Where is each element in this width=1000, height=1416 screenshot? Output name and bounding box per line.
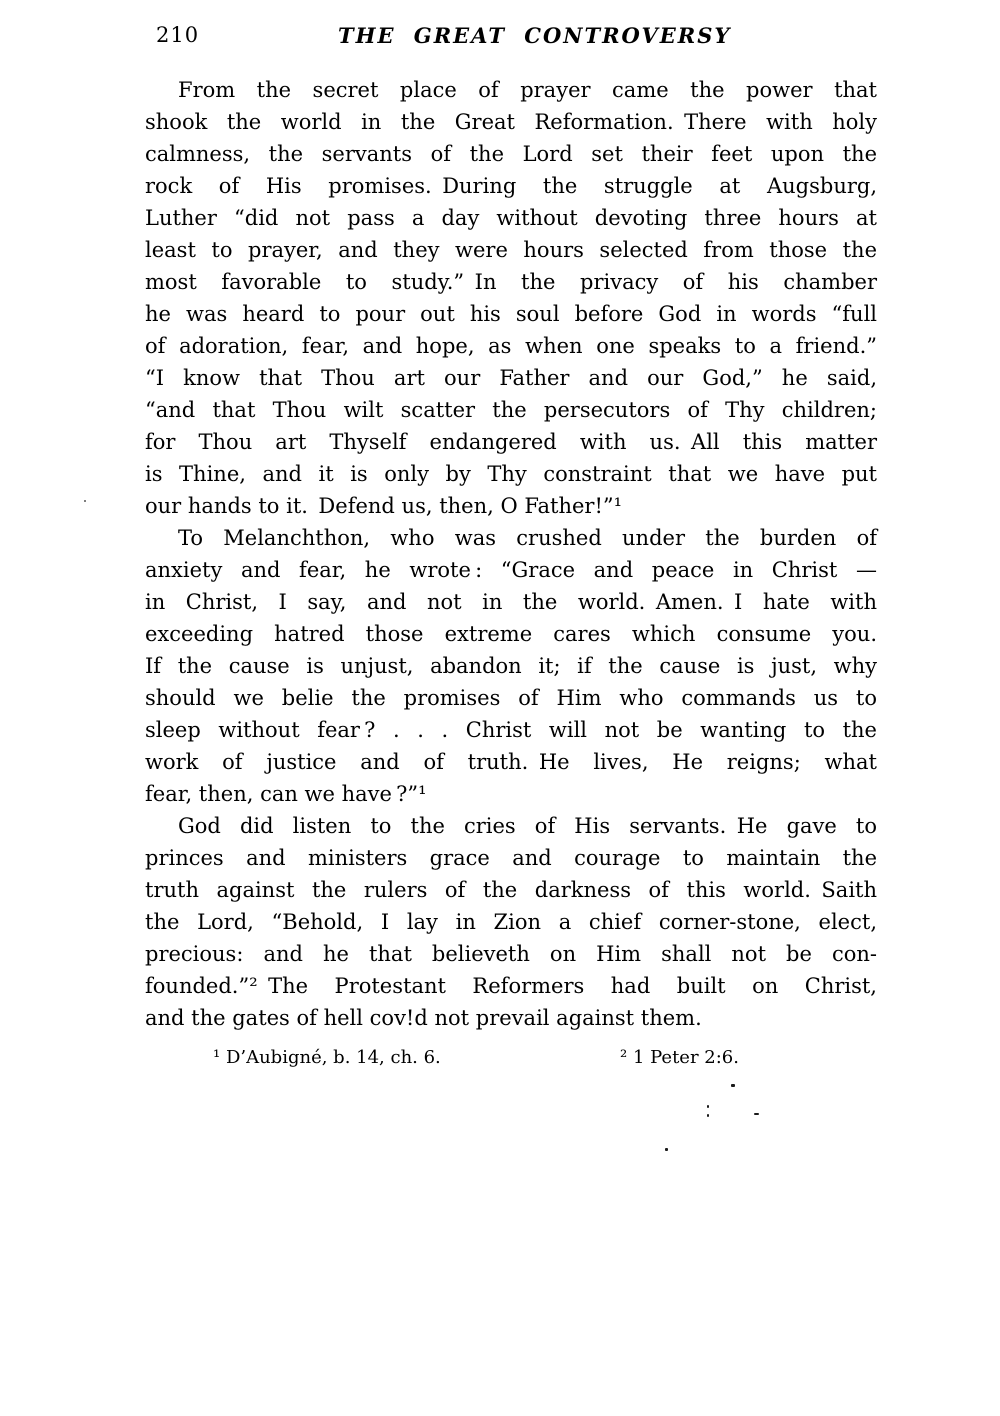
text-line: exceeding hatred those extreme cares which consume you. — [145, 622, 877, 646]
text-line: founded.”² The Protestant Reformers had built on Christ, — [145, 974, 877, 998]
footnotes — [145, 1046, 877, 1072]
page-number: 210 — [156, 23, 200, 47]
scan-speck — [665, 1148, 668, 1151]
text-line: in Christ, I say, and not in the world. Amen. I hate with — [145, 590, 877, 614]
text-line: anxiety and fear, he wrote : “Grace and peace in Christ — — [145, 558, 877, 582]
scan-speck — [707, 1105, 709, 1108]
text-line: “I know that Thou art our Father and our God,” he said, — [145, 366, 877, 390]
text-line: for Thou art Thyself endangered with us. All this matter — [145, 430, 877, 454]
paragraph — [145, 810, 877, 1034]
text-line: precious: and he that believeth on Him shall not be con- — [145, 942, 877, 966]
running-header-title: THE GREAT CONTROVERSY — [338, 23, 732, 48]
text-line: and the gates of hell cov!d not prevail against them. — [145, 1006, 702, 1030]
text-line: truth against the rulers of the darkness of this world. Saith — [145, 878, 877, 902]
scan-speck — [707, 1114, 709, 1117]
text-line: the Lord, “Behold, I lay in Zion a chief corner-stone, elect, — [145, 910, 877, 934]
text-line: Luther “did not pass a day without devoting three hours at — [145, 206, 877, 230]
scan-speck — [84, 500, 86, 502]
text-line: is Thine, and it is only by Thy constraint that we have put — [145, 462, 877, 486]
text-line: should we belie the promises of Him who commands us to — [145, 686, 877, 710]
text-line: most favorable to study.” In the privacy of his chamber — [145, 270, 877, 294]
text-line: rock of His promises. During the struggle at Augsburg, — [145, 174, 877, 198]
text-line: From the secret place of prayer came the power that — [178, 78, 877, 102]
text-line: our hands to it. Defend us, then, O Father!”¹ — [145, 494, 623, 518]
scan-speck — [731, 1084, 735, 1087]
text-line: work of justice and of truth. He lives, He reigns; what — [145, 750, 877, 774]
footnote-daubigne: ¹ D’Aubigné, b. 14, ch. 6. — [213, 1047, 441, 1068]
text-line: sleep without fear ? . . . Christ will not be wanting to the — [145, 718, 877, 742]
body-text — [145, 74, 877, 1034]
paragraph — [145, 74, 877, 522]
text-line: fear, then, can we have ?”¹ — [145, 782, 427, 806]
text-line: To Melanchthon, who was crushed under the burden of — [178, 526, 877, 550]
scan-speck — [754, 1113, 759, 1115]
footnote-peter: ² 1 Peter 2:6. — [620, 1047, 739, 1068]
text-line: princes and ministers grace and courage to maintain the — [145, 846, 877, 870]
text-line: least to prayer, and they were hours selected from those the — [145, 238, 877, 262]
text-line: “and that Thou wilt scatter the persecutors of Thy children; — [145, 398, 877, 422]
text-line: calmness, the servants of the Lord set their feet upon the — [145, 142, 877, 166]
paragraph — [145, 522, 877, 810]
text-line: he was heard to pour out his soul before God in words “full — [145, 302, 877, 326]
text-line: If the cause is unjust, abandon it; if the cause is just, why — [145, 654, 877, 678]
text-line: shook the world in the Great Reformation. There with holy — [145, 110, 877, 134]
text-line: of adoration, fear, and hope, as when one speaks to a friend.” — [145, 334, 877, 358]
text-line: God did listen to the cries of His servants. He gave to — [178, 814, 877, 838]
